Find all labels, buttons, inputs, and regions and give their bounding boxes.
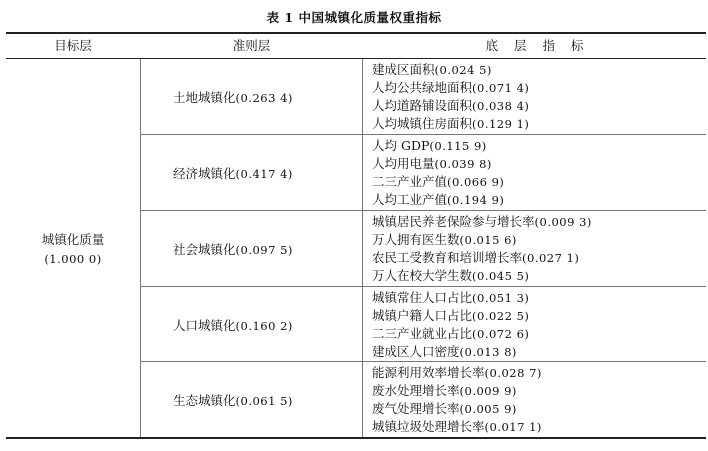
group-divider xyxy=(140,134,706,135)
table-caption: 表 1 中国城镇化质量权重指标 xyxy=(266,10,442,25)
criteria-item xyxy=(141,240,394,258)
indicator-name: 农民工受教育和培训增长率 xyxy=(372,250,523,265)
indicator-item xyxy=(372,288,529,307)
indicator-name: 能源利用效率增长率 xyxy=(372,365,485,380)
header-goal: 目标层 xyxy=(54,38,92,53)
indicator-name: 人均公共绿地面积 xyxy=(372,80,473,95)
indicator-item xyxy=(372,417,542,436)
indicator-name: 人均道路铺设面积 xyxy=(372,98,473,113)
indicator-weight: (0.017 1) xyxy=(484,420,542,434)
indicator-item xyxy=(372,306,529,325)
indicator-weight: (0.009 9) xyxy=(459,384,517,398)
indicator-item xyxy=(372,60,492,79)
indicator-item xyxy=(372,154,492,173)
group-divider xyxy=(140,361,706,362)
indicator-name: 城镇垃圾处理增长率 xyxy=(372,419,485,434)
indicator-item xyxy=(372,266,529,285)
indicator-item xyxy=(372,212,592,231)
indicator-item xyxy=(372,136,487,155)
header-indicators: 底 层 指 标 xyxy=(485,38,584,53)
indicator-name: 城镇户籍人口占比 xyxy=(372,308,473,323)
indicator-weight: (0.072 6) xyxy=(472,327,530,341)
indicator-item xyxy=(372,230,517,249)
indicator-name: 建成区面积 xyxy=(372,62,435,77)
indicator-item xyxy=(372,324,529,343)
criteria-weight: (0.061 5) xyxy=(235,394,293,408)
indicator-name: 二三产业产值 xyxy=(372,174,448,189)
indicator-item xyxy=(372,96,529,115)
indicator-weight: (0.045 5) xyxy=(472,269,530,283)
header-criteria: 准则层 xyxy=(232,38,271,53)
top-rule xyxy=(6,32,706,34)
indicator-item xyxy=(372,190,504,209)
group-divider xyxy=(140,286,706,287)
indicator-item xyxy=(372,381,517,400)
indicator-weight: (0.038 4) xyxy=(472,99,530,113)
indicator-name: 建成区人口密度 xyxy=(372,344,460,359)
goal-name: 城镇化质量 xyxy=(41,232,105,247)
indicator-name: 万人在校大学生数 xyxy=(372,268,473,283)
indicator-weight: (0.024 5) xyxy=(434,63,492,77)
indicator-item xyxy=(372,363,542,382)
criteria-item xyxy=(141,164,394,182)
indicator-item xyxy=(372,172,504,191)
indicator-name: 城镇居民养老保险参与增长率 xyxy=(372,214,535,229)
indicator-weight: (0.129 1) xyxy=(472,117,530,131)
criteria-name: 土地城镇化 xyxy=(173,90,236,105)
criteria-item xyxy=(141,391,394,409)
indicator-name: 城镇常住人口占比 xyxy=(372,290,473,305)
criteria-name: 人口城镇化 xyxy=(173,318,236,333)
indicator-name: 人均 GDP xyxy=(372,138,430,153)
criteria-name: 生态城镇化 xyxy=(173,393,236,408)
indicator-weight: (0.022 5) xyxy=(472,309,530,323)
indicator-weight: (0.071 4) xyxy=(472,81,530,95)
indicator-name: 人均工业产值 xyxy=(372,192,448,207)
indicator-weight: (0.066 9) xyxy=(447,175,505,189)
indicator-item xyxy=(372,399,517,418)
indicator-weight: (0.115 9) xyxy=(429,139,487,153)
indicator-name: 废气处理增长率 xyxy=(372,401,460,416)
criteria-weight: (0.263 4) xyxy=(235,91,293,105)
bottom-rule xyxy=(6,437,706,439)
criteria-name: 经济城镇化 xyxy=(173,166,236,181)
indicator-name: 废水处理增长率 xyxy=(372,383,460,398)
goal-weight: (1.000 0) xyxy=(44,252,102,266)
criteria-item xyxy=(141,316,394,334)
indicator-item xyxy=(372,114,529,133)
indicator-weight: (0.009 3) xyxy=(534,215,592,229)
header-rule xyxy=(6,58,706,59)
criteria-weight: (0.417 4) xyxy=(235,167,293,181)
indicator-name: 人均用电量 xyxy=(372,156,435,171)
indicator-weight: (0.005 9) xyxy=(459,402,517,416)
criteria-name: 社会城镇化 xyxy=(173,242,236,257)
indicator-weight: (0.039 8) xyxy=(434,157,492,171)
indicator-weight: (0.013 8) xyxy=(459,345,517,359)
indicator-name: 万人拥有医生数 xyxy=(372,232,460,247)
group-divider xyxy=(140,210,706,211)
indicator-weight: (0.051 3) xyxy=(472,291,530,305)
indicator-weight: (0.027 1) xyxy=(522,251,580,265)
indicator-item xyxy=(372,248,579,267)
criteria-weight: (0.160 2) xyxy=(235,319,293,333)
indicator-weight: (0.028 7) xyxy=(484,366,542,380)
criteria-weight: (0.097 5) xyxy=(235,243,293,257)
indicator-weight: (0.015 6) xyxy=(459,233,517,247)
indicator-name: 人均城镇住房面积 xyxy=(372,116,473,131)
indicator-weight: (0.194 9) xyxy=(447,193,505,207)
indicator-name: 二三产业就业占比 xyxy=(372,326,473,341)
indicator-item xyxy=(372,78,529,97)
criteria-item xyxy=(141,88,394,106)
indicator-item xyxy=(372,342,517,361)
